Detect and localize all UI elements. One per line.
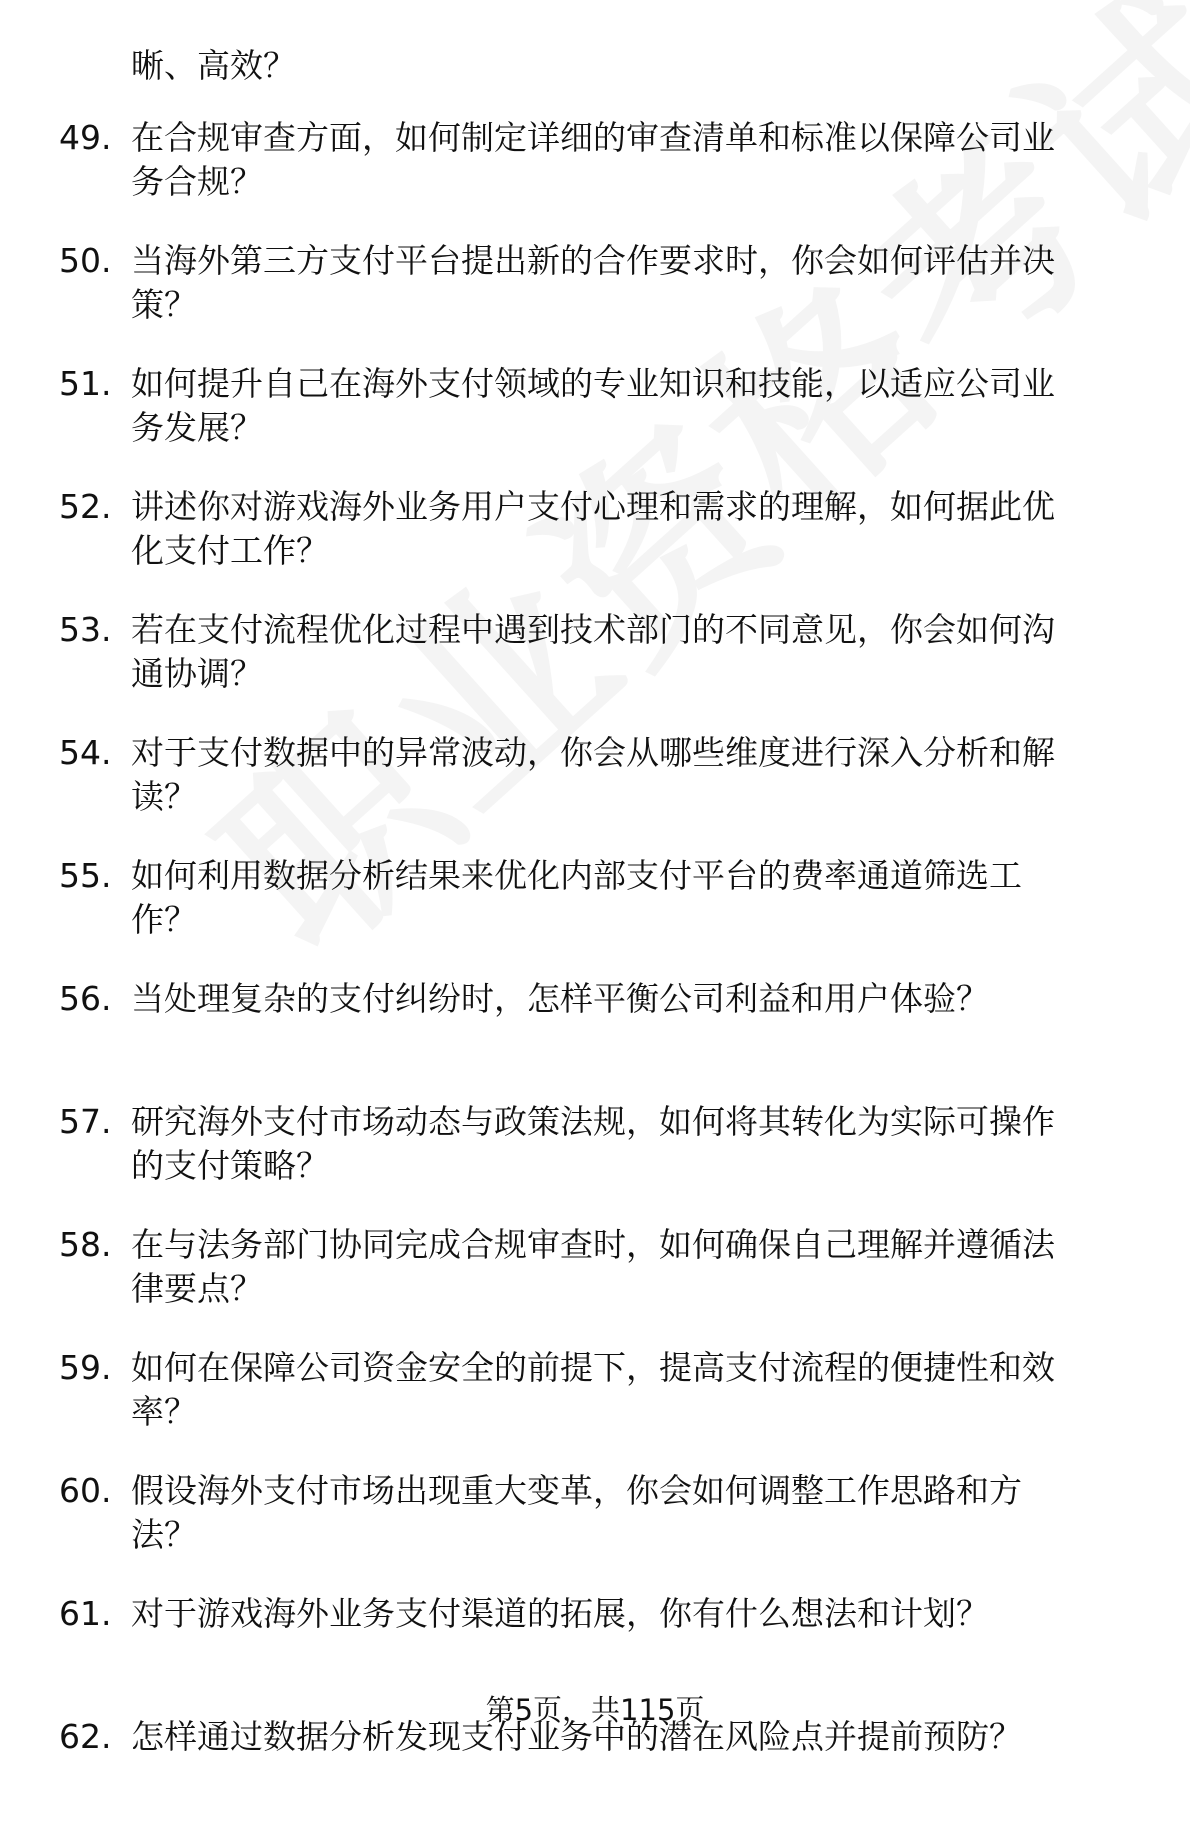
question-text-line: 律要点？ <box>131 1269 263 1308</box>
question-text-line: 务合规？ <box>131 162 263 201</box>
question-number: 61. <box>59 1594 112 1633</box>
question-number: 54. <box>59 733 112 772</box>
question-text <box>131 239 1151 327</box>
question-item <box>0 362 1190 485</box>
question-number: 50. <box>59 241 112 280</box>
question-text <box>131 1346 1151 1434</box>
question-number: 59. <box>59 1348 112 1387</box>
question-item <box>0 239 1190 362</box>
question-item <box>0 116 1190 239</box>
question-list <box>0 116 1190 1838</box>
question-text-line: 当处理复杂的支付纠纷时，怎样平衡公司利益和用户体验？ <box>131 979 989 1018</box>
question-text <box>131 485 1151 573</box>
question-text <box>131 362 1151 450</box>
question-text-line: 务发展？ <box>131 408 263 447</box>
question-number: 56. <box>59 979 112 1018</box>
question-text <box>131 1592 1151 1636</box>
question-number: 51. <box>59 364 112 403</box>
question-text-line: 化支付工作？ <box>131 531 329 570</box>
question-text-line: 率？ <box>131 1392 197 1431</box>
question-number: 62. <box>59 1717 112 1756</box>
question-number: 57. <box>59 1102 112 1141</box>
question-text-line: 假设海外支付市场出现重大变革，你会如何调整工作思路和方 <box>131 1471 1022 1510</box>
question-text <box>131 731 1151 819</box>
question-item <box>0 485 1190 608</box>
question-number: 53. <box>59 610 112 649</box>
question-text-line: 法？ <box>131 1515 197 1554</box>
question-item <box>0 1469 1190 1592</box>
question-text-line: 如何提升自己在海外支付领域的专业知识和技能，以适应公司业 <box>131 364 1055 403</box>
question-text <box>131 1469 1151 1557</box>
question-number: 58. <box>59 1225 112 1264</box>
question-text-line: 研究海外支付市场动态与政策法规，如何将其转化为实际可操作 <box>131 1102 1055 1141</box>
question-item <box>0 1223 1190 1346</box>
question-number: 60. <box>59 1471 112 1510</box>
question-text-line: 如何利用数据分析结果来优化内部支付平台的费率通道筛选工 <box>131 856 1022 895</box>
question-number: 49. <box>59 118 112 157</box>
question-text-line: 通协调？ <box>131 654 263 693</box>
question-text <box>131 977 1151 1021</box>
question-text-line: 如何在保障公司资金安全的前提下，提高支付流程的便捷性和效 <box>131 1348 1055 1387</box>
question-item <box>0 608 1190 731</box>
question-text-line: 讲述你对游戏海外业务用户支付心理和需求的理解，如何据此优 <box>131 487 1055 526</box>
question-text-line: 对于游戏海外业务支付渠道的拓展，你有什么想法和计划？ <box>131 1594 989 1633</box>
question-text <box>131 1100 1151 1188</box>
question-text-line: 若在支付流程优化过程中遇到技术部门的不同意见，你会如何沟 <box>131 610 1055 649</box>
question-text <box>131 608 1151 696</box>
question-number: 55. <box>59 856 112 895</box>
question-item <box>0 1100 1190 1223</box>
question-text-line: 在合规审查方面，如何制定详细的审查清单和标准以保障公司业 <box>131 118 1055 157</box>
page-footer: 第5页，共115页 <box>485 1693 705 1727</box>
continued-question-text: 晰、高效？ <box>131 46 296 85</box>
question-text-line: 策？ <box>131 285 197 324</box>
question-text-line: 在与法务部门协同完成合规审查时，如何确保自己理解并遵循法 <box>131 1225 1055 1264</box>
question-text <box>131 854 1151 942</box>
question-item <box>0 854 1190 977</box>
question-item <box>0 731 1190 854</box>
question-text-line: 的支付策略？ <box>131 1146 329 1185</box>
question-text <box>131 1223 1151 1311</box>
question-text-line: 作？ <box>131 900 197 939</box>
question-text-line: 读？ <box>131 777 197 816</box>
question-item <box>0 977 1190 1100</box>
question-text-line: 对于支付数据中的异常波动，你会从哪些维度进行深入分析和解 <box>131 733 1055 772</box>
question-item <box>0 1715 1190 1838</box>
question-number: 52. <box>59 487 112 526</box>
question-text-line: 怎样通过数据分析发现支付业务中的潜在风险点并提前预防？ <box>131 1717 1022 1756</box>
question-text <box>131 116 1151 204</box>
question-item <box>0 1346 1190 1469</box>
question-text-line: 当海外第三方支付平台提出新的合作要求时，你会如何评估并决 <box>131 241 1055 280</box>
